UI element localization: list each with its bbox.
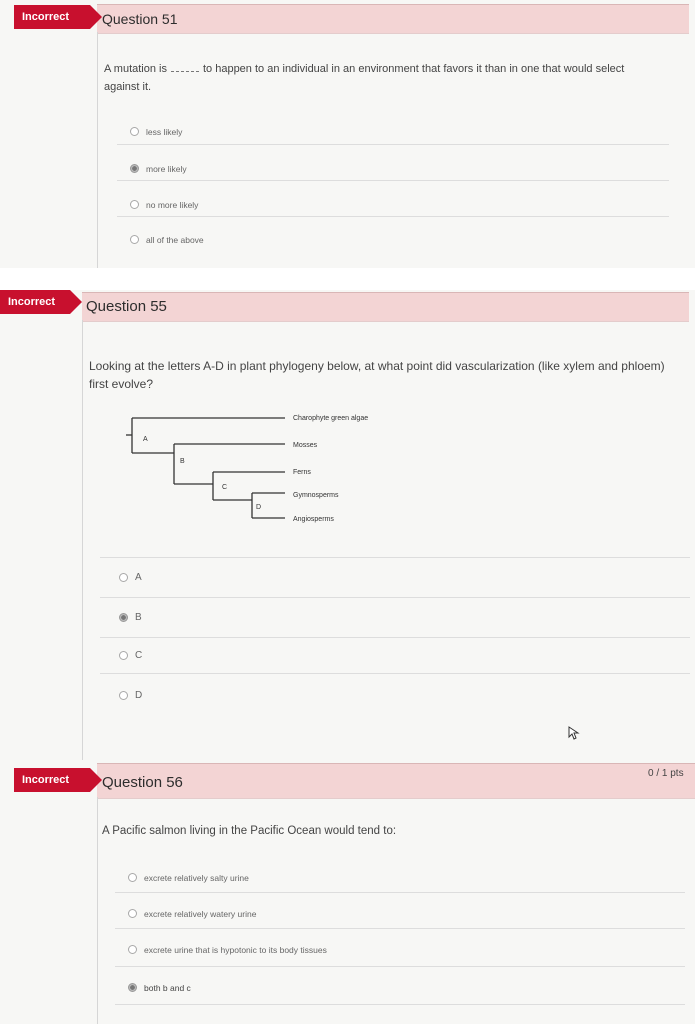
question-51-left-border [97,32,98,268]
answer-label: D [135,690,143,701]
answer-divider [115,928,685,929]
screenshot-gap [0,268,695,290]
question-55-left-border [82,320,83,760]
answer-option[interactable] [128,868,678,888]
answer-divider [117,216,669,217]
answer-option[interactable] [128,978,678,998]
radio-button-selected[interactable] [128,983,137,992]
answer-divider [115,1004,685,1005]
answer-label: less likely [146,127,183,137]
answer-option[interactable] [130,230,670,250]
question-title: Question 51 [102,11,178,27]
radio-button[interactable] [128,945,137,954]
radio-button[interactable] [119,651,128,660]
tree-taxon-label: Charophyte green algae [293,415,369,422]
answer-option[interactable] [119,686,679,706]
answer-option[interactable] [119,608,679,628]
answer-label: both b and c [144,983,191,993]
question-55-header [82,292,689,322]
answer-divider [117,180,669,181]
answer-option[interactable] [130,122,670,142]
question-51-text [104,60,684,96]
question-51-text-part1: A mutation is [104,63,167,75]
radio-button-selected[interactable] [130,164,139,173]
answer-label: more likely [146,164,187,174]
question-title: Question 56 [102,774,183,791]
answer-label: excrete relatively salty urine [144,873,249,883]
answer-divider [100,597,690,598]
tree-node-label-c: C [222,484,228,491]
question-51-text-part2: to happen to an individual in an environment that favors it than in one that would select [202,63,625,75]
radio-button[interactable] [130,235,139,244]
radio-button[interactable] [128,873,137,882]
tree-node-label-b: B [180,458,185,465]
question-51-text-part3: against it. [104,81,152,93]
tree-node-label-a: A [143,436,148,443]
radio-button[interactable] [119,573,128,582]
points-score: 0 / 1 pts [648,768,684,779]
answer-divider [100,673,690,674]
mouse-pointer-icon [568,726,580,740]
answer-label: C [135,650,143,661]
question-55-text: Looking at the letters A-D in plant phylogeny below, at what point did vascularization (like xylem and phloem) first evolve? [89,359,665,391]
answer-label: excrete relatively watery urine [144,909,257,919]
incorrect-badge: Incorrect [14,5,90,29]
incorrect-badge: Incorrect [14,768,90,792]
tree-taxon-label: Angiosperms [293,516,334,523]
radio-button[interactable] [128,909,137,918]
answer-label: no more likely [146,200,199,210]
answer-label: A [135,572,142,583]
question-56-left-border [97,797,98,1024]
radio-button[interactable] [130,200,139,209]
answer-divider [100,637,690,638]
answer-option[interactable] [128,904,678,924]
answer-option[interactable] [119,568,679,588]
answer-divider [100,557,690,558]
radio-button[interactable] [130,127,139,136]
answer-option[interactable] [128,940,678,960]
radio-button[interactable] [119,691,128,700]
answer-divider [115,966,685,967]
answer-option[interactable] [130,159,670,179]
tree-node-label-d: D [256,504,262,511]
phylogeny-tree-diagram [125,405,425,530]
tree-taxon-label: Ferns [293,469,311,476]
answer-label: B [135,612,142,623]
tree-taxon-label: Gymnosperms [293,492,339,499]
question-56-header [97,763,695,799]
fill-in-blank [171,71,199,72]
incorrect-badge: Incorrect [0,290,70,314]
question-56-text: A Pacific salmon living in the Pacific Ocean would tend to: [102,825,397,837]
answer-divider [117,144,669,145]
answer-label: all of the above [146,235,204,245]
question-51-header [97,4,689,34]
answer-option[interactable] [130,195,670,215]
radio-button-selected[interactable] [119,613,128,622]
question-title: Question 55 [86,298,167,315]
answer-label: excrete urine that is hypotonic to its body tissues [144,945,327,955]
tree-taxon-label: Mosses [293,442,318,449]
answer-divider [115,892,685,893]
answer-option[interactable] [119,646,679,666]
